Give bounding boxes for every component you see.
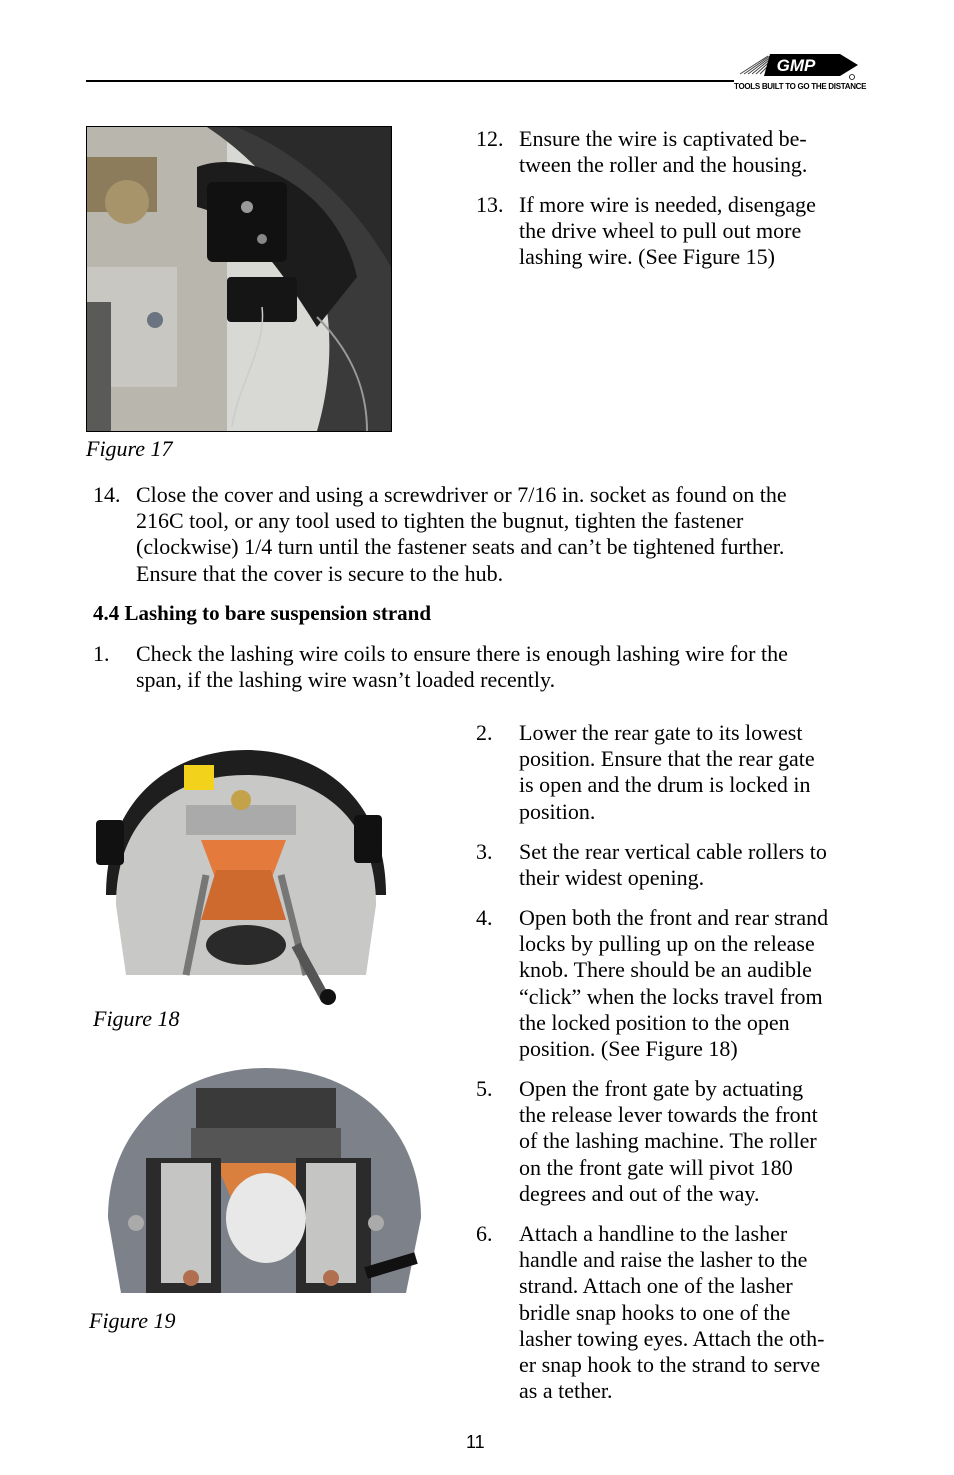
step-line: Set the rear vertical cable rollers to bbox=[519, 839, 827, 864]
step-line: the drive wheel to pull out more bbox=[519, 218, 802, 244]
step-number: 5. bbox=[476, 1076, 493, 1101]
step-line: “click” when the locks travel from bbox=[519, 983, 823, 1009]
step-line: lashing wire. (See Figure 15) bbox=[519, 244, 775, 270]
step-number: 12. bbox=[476, 126, 504, 151]
logo-text: GMP bbox=[776, 56, 816, 75]
step-number: 14. bbox=[93, 482, 121, 507]
step-line: tween the roller and the housing. bbox=[519, 152, 808, 178]
figure-19-photo bbox=[106, 1068, 428, 1300]
step-line: Attach a handline to the lasher bbox=[519, 1221, 788, 1246]
step-number: 1. bbox=[93, 641, 110, 666]
step-line: Open both the front and rear strand bbox=[519, 905, 829, 930]
step-text bbox=[519, 126, 807, 178]
step-text bbox=[519, 192, 816, 271]
step-number: 4. bbox=[476, 905, 493, 930]
step-line: Lower the rear gate to its lowest bbox=[519, 720, 803, 745]
step-number: 2. bbox=[476, 720, 493, 745]
step-number: 13. bbox=[476, 192, 504, 217]
step-line: as a tether. bbox=[519, 1378, 613, 1404]
step-line: on the front gate will pivot 180 bbox=[519, 1154, 793, 1180]
figure-17-caption: Figure 17 bbox=[86, 436, 173, 461]
step-line: 216C tool, or any tool used to tighten the bugnut, tighten the fastener bbox=[136, 508, 744, 534]
step-text bbox=[519, 905, 828, 1062]
step-line: the release lever towards the front bbox=[519, 1102, 818, 1128]
step-line: locks by pulling up on the release bbox=[519, 931, 815, 957]
step-line: If more wire is needed, disengage bbox=[519, 192, 816, 217]
logo-tagline: TOOLS BUILT TO GO THE DISTANCE bbox=[734, 82, 867, 91]
step-line: position. (See Figure 18) bbox=[519, 1036, 738, 1062]
step-line: span, if the lashing wire wasn’t loaded recently. bbox=[136, 667, 556, 693]
step-line: degrees and out of the way. bbox=[519, 1180, 760, 1206]
step-line: position. bbox=[519, 798, 596, 824]
step-line: is open and the drum is locked in bbox=[519, 772, 811, 798]
step-text bbox=[519, 720, 815, 825]
step-line: their widest opening. bbox=[519, 865, 705, 891]
step-line: knob. There should be an audible bbox=[519, 957, 812, 983]
step-line: strand. Attach one of the lasher bbox=[519, 1273, 793, 1299]
step-text bbox=[519, 839, 827, 891]
figure-18-photo bbox=[96, 745, 396, 1007]
step-line: Close the cover and using a screwdriver or 7/16 in. socket as found on the bbox=[136, 482, 787, 507]
step-line: Ensure that the cover is secure to the hub. bbox=[136, 560, 504, 586]
step-line: Open the front gate by actuating bbox=[519, 1076, 804, 1101]
step-line: the locked position to the open bbox=[519, 1009, 790, 1035]
step-text bbox=[519, 1221, 824, 1404]
step-number: 6. bbox=[476, 1221, 493, 1246]
step-line: er snap hook to the strand to serve bbox=[519, 1352, 821, 1378]
step-line: of the lashing machine. The roller bbox=[519, 1128, 817, 1154]
gmp-logo bbox=[730, 48, 870, 94]
step-line: Ensure the wire is captivated be- bbox=[519, 126, 807, 151]
step-number: 3. bbox=[476, 839, 493, 864]
step-line: Check the lashing wire coils to ensure there is enough lashing wire for the bbox=[136, 641, 788, 666]
figure-17-photo bbox=[86, 126, 392, 432]
header-rule bbox=[86, 80, 734, 82]
section-heading: 4.4 Lashing to bare suspension strand bbox=[93, 601, 432, 625]
logo-mark bbox=[730, 48, 870, 82]
step-text bbox=[519, 1076, 818, 1207]
figure-19-caption: Figure 19 bbox=[89, 1308, 176, 1333]
step-text bbox=[136, 482, 787, 587]
step-line: lasher towing eyes. Attach the oth- bbox=[519, 1325, 825, 1351]
step-line: handle and raise the lasher to the bbox=[519, 1247, 808, 1273]
step-line: position. Ensure that the rear gate bbox=[519, 746, 815, 772]
figure-18-caption: Figure 18 bbox=[93, 1006, 180, 1031]
step-line: bridle snap hooks to one of the bbox=[519, 1299, 791, 1325]
step-text bbox=[136, 641, 788, 693]
step-line: (clockwise) 1/4 turn until the fastener seats and can’t be tightened further. bbox=[136, 534, 785, 560]
page-number: 11 bbox=[466, 1432, 485, 1452]
